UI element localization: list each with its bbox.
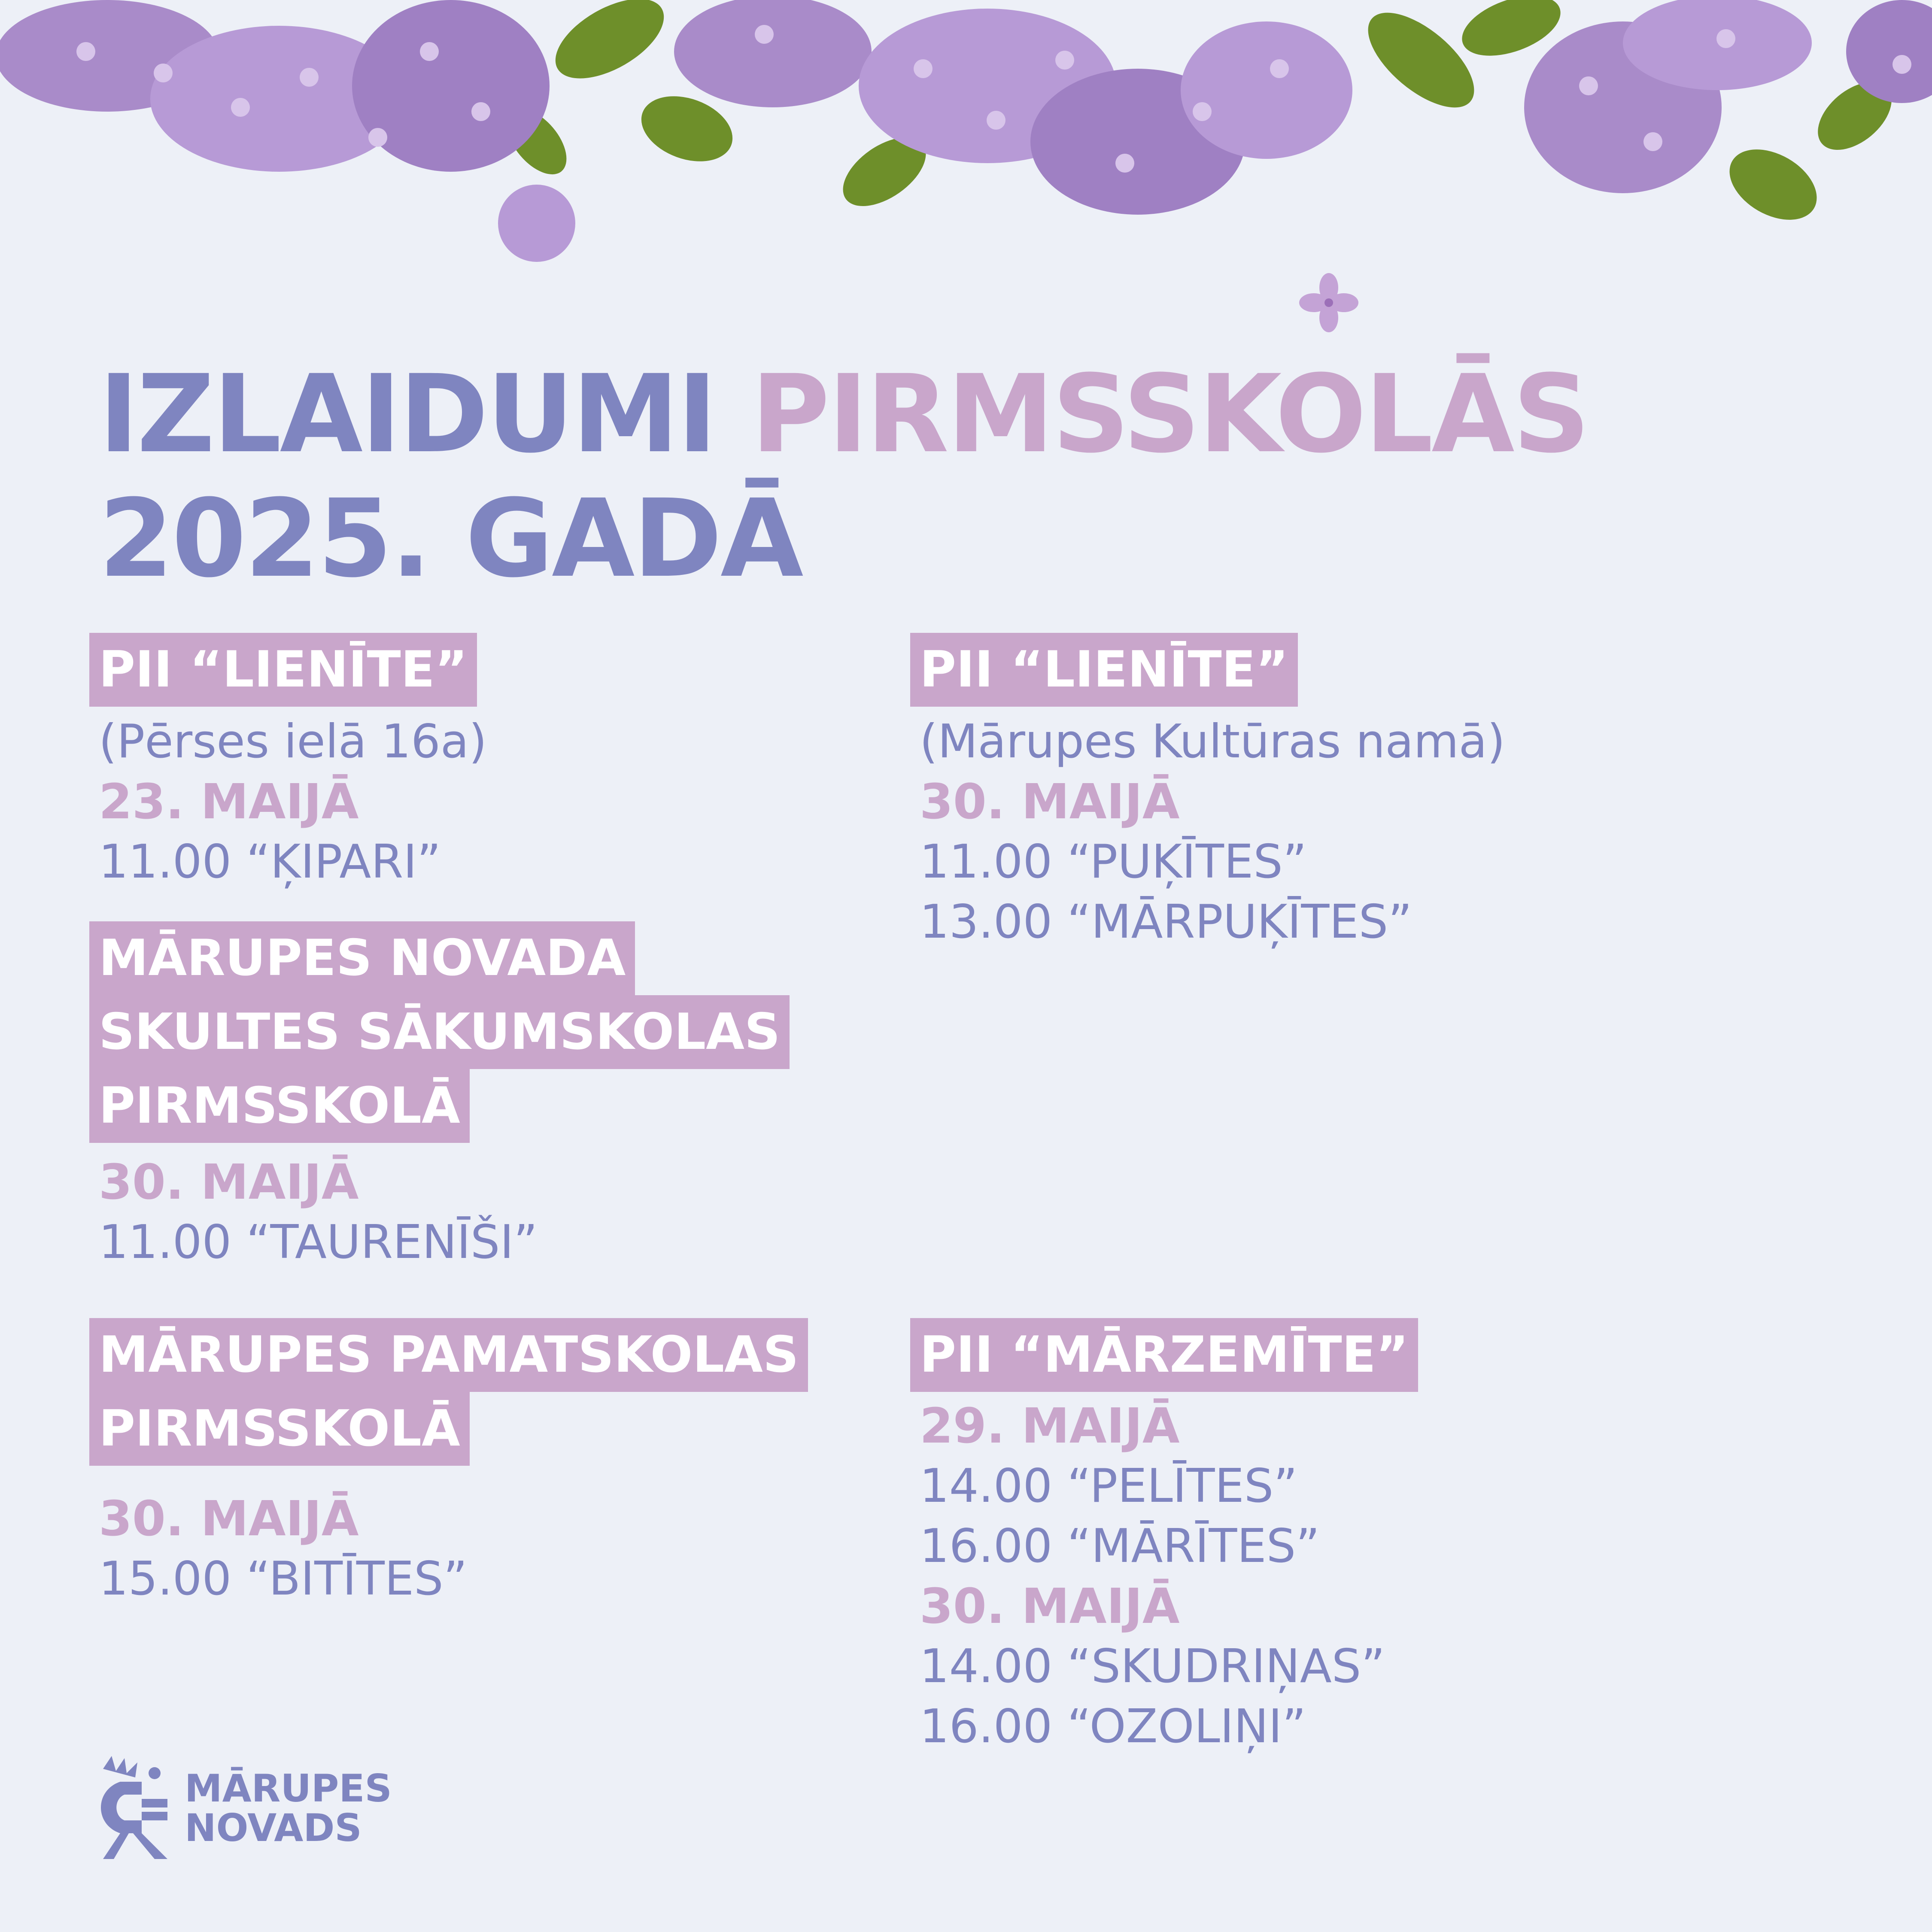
section-heading: PII “LIENĪTE”	[89, 633, 477, 707]
section-heading-line: SKULTES SĀKUMSKOLAS	[89, 995, 790, 1069]
page-title	[99, 352, 1589, 601]
schedule-item: 15.00 “BITĪTES”	[99, 1552, 468, 1606]
section-date: 30. MAIJĀ	[99, 1491, 359, 1547]
section-marupes-pamatskola	[89, 1318, 808, 1609]
section-date: 30. MAIJĀ	[99, 1154, 359, 1210]
section-date: 23. MAIJĀ	[99, 774, 359, 830]
schedule-item: 11.00 “TAURENĪŠI”	[99, 1215, 538, 1269]
section-heading-line: PIRMSSKOLĀ	[89, 1069, 470, 1143]
logo-line-2: NOVADS	[185, 1806, 362, 1850]
section-marzemite	[910, 1318, 1418, 1757]
section-heading-line: MĀRUPES PAMATSKOLAS	[89, 1318, 808, 1392]
section-heading: PII “MĀRZEMĪTE”	[910, 1318, 1418, 1392]
schedule-item: 11.00 “ĶIPARI”	[99, 835, 441, 889]
logo-text	[185, 1766, 392, 1850]
section-lienite-perses	[89, 633, 487, 892]
marupes-novads-logo	[94, 1752, 421, 1863]
title-line-2: 2025. GADĀ	[99, 476, 802, 601]
schedule-item: 16.00 “OZOLIŅI”	[920, 1700, 1306, 1753]
section-date: 30. MAIJĀ	[920, 774, 1180, 830]
section-heading-line: PIRMSSKOLĀ	[89, 1392, 470, 1466]
schedule-item: 14.00 “PELĪTES”	[920, 1459, 1298, 1513]
section-lienite-kulturas-nams	[910, 633, 1505, 952]
section-address: (Pērses ielā 16a)	[99, 715, 487, 769]
section-heading: PII “LIENĪTE”	[910, 633, 1298, 707]
marupes-novads-emblem-icon	[94, 1752, 176, 1863]
lilac-flowers-decoration	[0, 0, 1932, 275]
title-line-1	[99, 352, 1589, 477]
title-word-pirmsskolas: PIRMSSKOLĀS	[751, 352, 1589, 477]
schedule-item: 14.00 “SKUDRIŅAS”	[920, 1640, 1385, 1693]
section-heading-line: MĀRUPES NOVADA	[89, 921, 635, 995]
section-address: (Mārupes Kultūras namā)	[920, 715, 1505, 769]
lilac-floret-icon	[1297, 270, 1361, 335]
lilac-blossoms	[0, 0, 1932, 262]
schedule-item: 11.00 “PUĶĪTES”	[920, 835, 1307, 889]
schedule-item: 13.00 “MĀRPUĶĪTES”	[920, 895, 1413, 949]
section-date: 30. MAIJĀ	[920, 1579, 1180, 1634]
title-word-izlaidumi: IZLAIDUMI	[99, 352, 716, 477]
section-date: 29. MAIJĀ	[920, 1398, 1180, 1454]
section-skultes-sakumskola	[89, 921, 790, 1273]
schedule-item: 16.00 “MĀRĪTES”	[920, 1519, 1320, 1573]
logo-line-1: MĀRUPES	[185, 1766, 392, 1810]
